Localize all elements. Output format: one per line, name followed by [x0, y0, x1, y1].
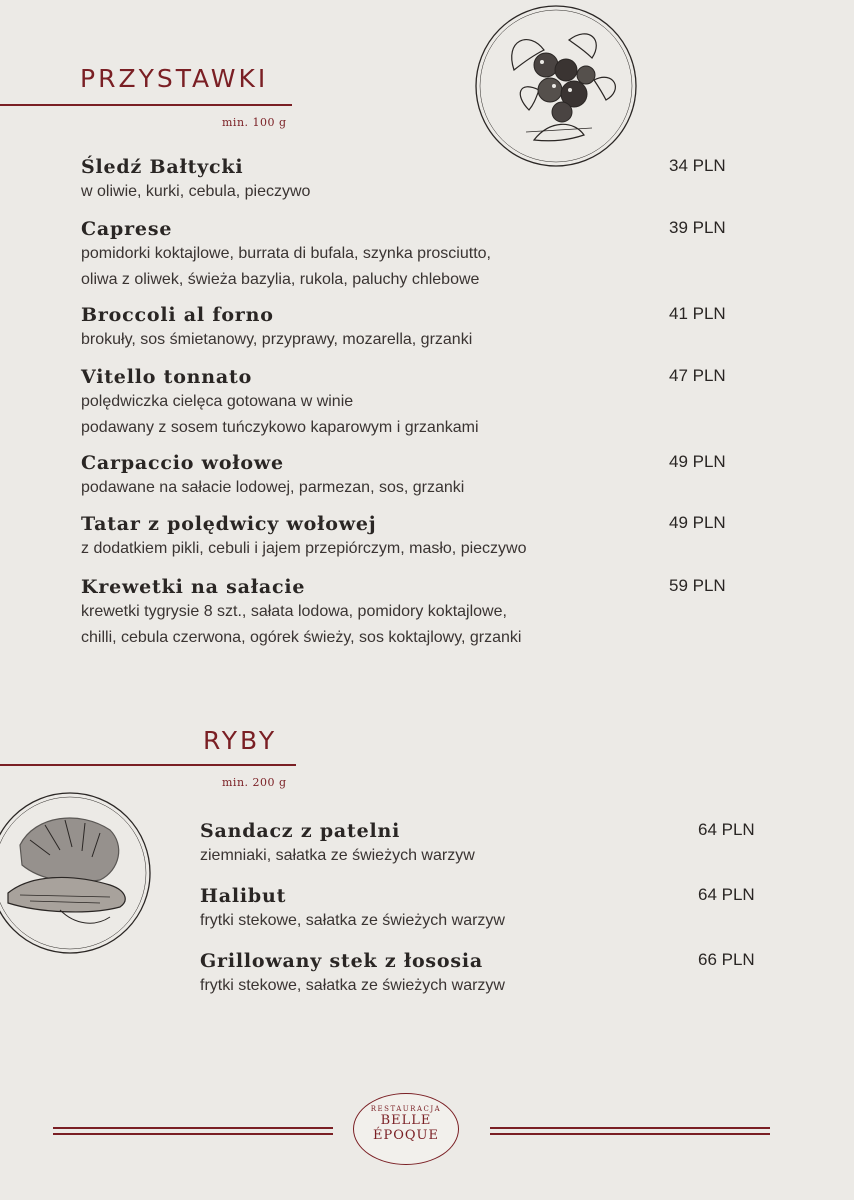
- menu-item: [81, 302, 741, 353]
- menu-item: [81, 154, 741, 205]
- item-price: 64 PLN: [698, 820, 755, 839]
- item-description: frytki stekowe, sałatka ze świeżych warzyw: [200, 977, 505, 994]
- menu-item: [81, 511, 741, 562]
- item-price: 59 PLN: [669, 576, 726, 595]
- footer-rule-right: [490, 1133, 770, 1135]
- menu-item: [81, 364, 741, 441]
- footer-rule-left: [53, 1133, 333, 1135]
- menu-item: [200, 883, 780, 934]
- item-price: 34 PLN: [669, 156, 726, 175]
- footer-rule-left: [53, 1127, 333, 1129]
- item-name: Krewetki na sałacie: [81, 576, 306, 598]
- logo-line-2: ÉPOQUE: [373, 1128, 439, 1143]
- menu-item: [81, 574, 741, 651]
- item-name: Vitello tonnato: [81, 366, 253, 388]
- fish-salad-plate-illustration: [0, 785, 160, 960]
- menu-item: [81, 450, 741, 501]
- item-price: 41 PLN: [669, 304, 726, 323]
- logo-line-1: BELLE: [380, 1113, 432, 1128]
- item-price: 39 PLN: [669, 218, 726, 237]
- item-name: Caprese: [81, 218, 173, 240]
- item-name: Śledź Bałtycki: [81, 156, 244, 178]
- item-name: Sandacz z patelni: [200, 820, 401, 842]
- meatball-plate-illustration: [474, 0, 638, 180]
- item-description: krewetki tygrysie 8 szt., sałata lodowa, pomidory koktajlowe, chilli, cebula czerwona, ogórek świeży, sos koktajlowy, grzanki: [81, 603, 522, 646]
- item-price: 64 PLN: [698, 885, 755, 904]
- item-description: w oliwie, kurki, cebula, pieczywo: [81, 183, 311, 200]
- section-title-ryby: RYBY: [203, 726, 278, 755]
- item-price: 47 PLN: [669, 366, 726, 385]
- item-price: 49 PLN: [669, 452, 726, 471]
- logo-top-text: RESTAURACJA: [370, 1105, 442, 1113]
- item-name: Carpaccio wołowe: [81, 452, 284, 474]
- restaurant-logo: [353, 1093, 459, 1165]
- section-rule: [0, 104, 292, 106]
- menu-item: [200, 818, 780, 869]
- min-weight: min. 200 g: [222, 776, 287, 789]
- item-description: z dodatkiem pikli, cebuli i jajem przepiórczym, masło, pieczywo: [81, 540, 527, 557]
- menu-item: [81, 216, 741, 293]
- item-description: brokuły, sos śmietanowy, przyprawy, mozarella, grzanki: [81, 331, 473, 348]
- item-name: Grillowany stek z łososia: [200, 950, 484, 972]
- menu-item: [200, 948, 780, 999]
- section-rule: [0, 764, 296, 766]
- item-description: podawane na sałacie lodowej, parmezan, sos, grzanki: [81, 479, 465, 496]
- item-name: Tatar z polędwicy wołowej: [81, 513, 377, 535]
- item-price: 49 PLN: [669, 513, 726, 532]
- item-price: 66 PLN: [698, 950, 755, 969]
- item-description: pomidorki koktajlowe, burrata di bufala, szynka prosciutto, oliwa z oliwek, świeża bazylia, rukola, paluchy chlebowe: [81, 245, 491, 288]
- footer-rule-right: [490, 1127, 770, 1129]
- item-description: polędwiczka cielęca gotowana w winie podawany z sosem tuńczykowo kaparowym i grzankami: [81, 393, 479, 436]
- item-name: Broccoli al forno: [81, 304, 274, 326]
- item-name: Halibut: [200, 885, 287, 907]
- item-description: ziemniaki, sałatka ze świeżych warzyw: [200, 847, 475, 864]
- section-title-przystawki: PRZYSTAWKI: [80, 64, 269, 93]
- min-weight: min. 100 g: [222, 116, 287, 129]
- item-description: frytki stekowe, sałatka ze świeżych warzyw: [200, 912, 505, 929]
